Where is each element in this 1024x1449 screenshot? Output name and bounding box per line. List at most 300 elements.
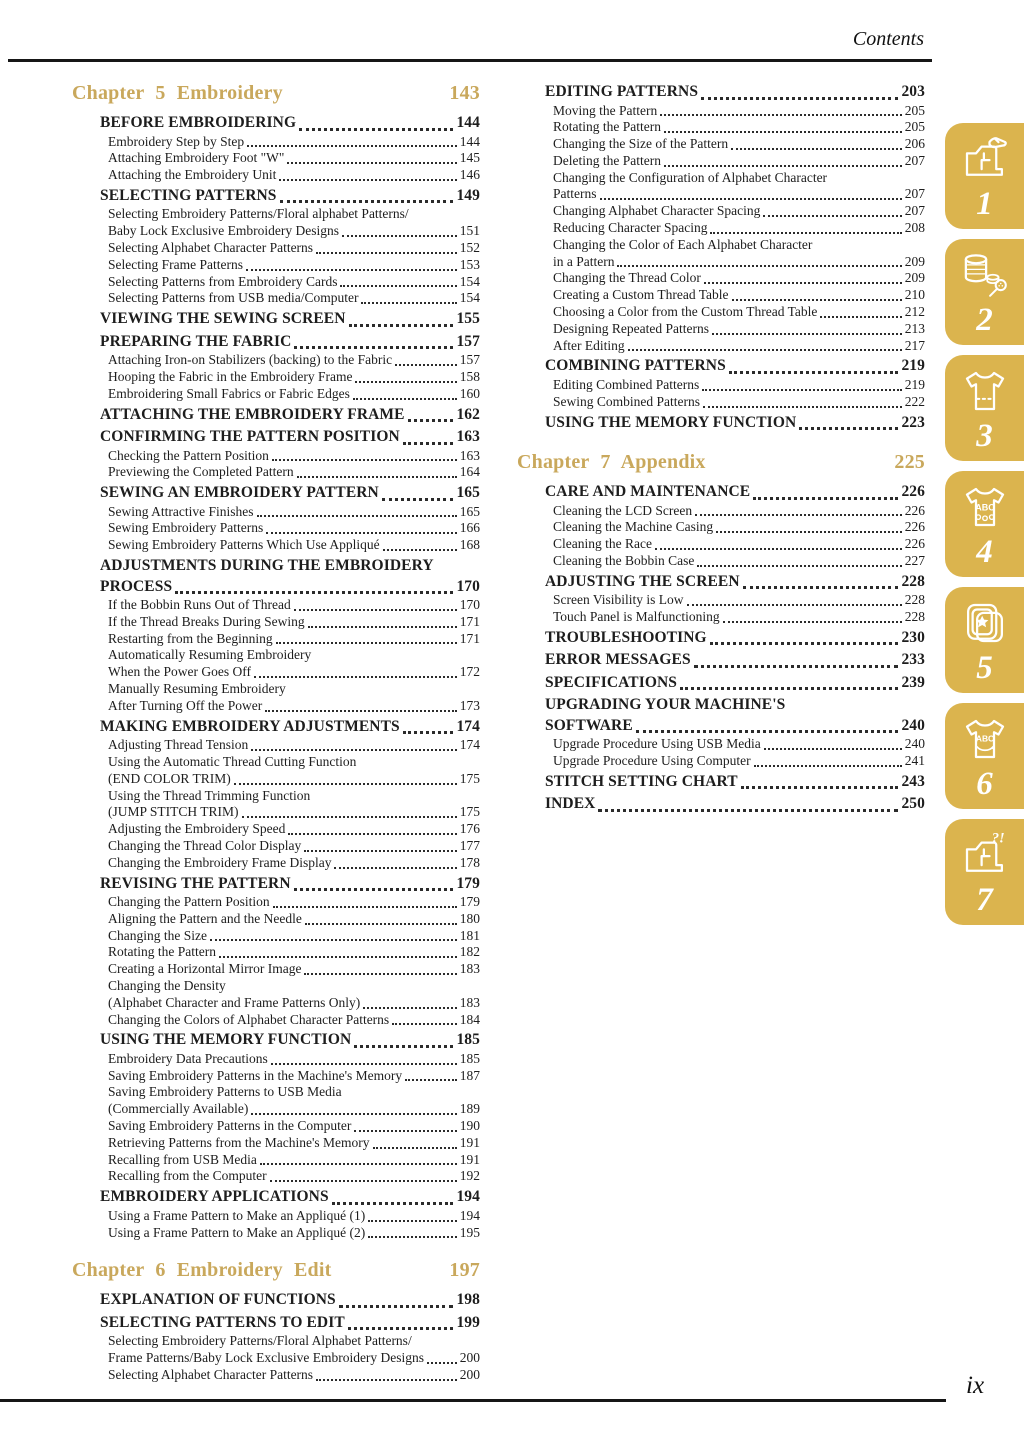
toc-entry-line — [553, 609, 925, 626]
dot-leader — [403, 442, 454, 445]
toc-sub-entry — [553, 394, 925, 411]
toc-entry-line — [553, 220, 925, 237]
toc-section-entry — [100, 427, 480, 448]
entry-label: Changing the Size of the Pattern — [553, 136, 729, 152]
entry-label: Saving Embroidery Patterns in the Machine's Memory — [108, 1067, 403, 1083]
toc-entry-line — [108, 464, 480, 481]
entry-label: ERROR MESSAGES — [545, 651, 691, 669]
entry-label: Reducing Character Spacing — [553, 220, 708, 236]
entry-label: Using the Automatic Thread Cutting Function — [108, 753, 357, 769]
toc-entry-line — [108, 821, 480, 838]
entry-label: STITCH SETTING CHART — [545, 772, 738, 790]
toc-entry-line — [553, 377, 925, 394]
toc-entry-line — [545, 482, 925, 503]
entry-label: (Commercially Available) — [108, 1101, 249, 1117]
entry-page: 228 — [904, 609, 925, 625]
entry-page: 179 — [456, 874, 480, 892]
dot-leader — [731, 148, 902, 150]
chapter-tab-1 — [945, 123, 1024, 229]
entry-page: 163 — [459, 447, 480, 463]
toc-entry-line — [108, 167, 480, 184]
dot-leader — [427, 1362, 457, 1364]
dot-leader — [251, 749, 456, 751]
entry-label: Aligning the Pattern and the Needle — [108, 910, 302, 926]
dot-leader — [729, 371, 899, 374]
entry-page: 180 — [459, 910, 480, 926]
entry-page: 195 — [459, 1224, 480, 1240]
chapter-page: 143 — [449, 82, 480, 104]
entry-page: 152 — [459, 239, 480, 255]
dot-leader — [265, 710, 457, 712]
toc-sub-entry — [108, 448, 480, 465]
entry-label: USING THE MEMORY FUNCTION — [545, 413, 797, 431]
entry-page: 189 — [459, 1101, 480, 1117]
toc-entry-line — [108, 961, 480, 978]
entry-label: (JUMP STITCH TRIM) — [108, 804, 239, 820]
entry-page: 151 — [459, 223, 480, 239]
entry-page: 170 — [459, 597, 480, 613]
toc-sub-entry — [108, 464, 480, 481]
tab-number: 1 — [976, 186, 993, 222]
toc-entry-line — [108, 978, 480, 995]
dot-leader — [242, 816, 457, 818]
entry-label: Sewing Embroidery Patterns — [108, 520, 264, 536]
entry-page: 166 — [459, 520, 480, 536]
toc-entry-line — [100, 483, 480, 504]
toc-sub-entry — [108, 1012, 480, 1029]
entry-label: COMBINING PATTERNS — [545, 357, 726, 375]
entry-label: Creating a Horizontal Mirror Image — [108, 961, 302, 977]
entry-label: SELECTING PATTERNS — [100, 186, 277, 204]
toc-entry-line — [108, 664, 480, 681]
toc-section-entry — [545, 772, 925, 793]
toc-sub-entry — [108, 647, 480, 681]
toc-section-entry — [545, 695, 925, 736]
entry-page: 199 — [456, 1313, 480, 1331]
dot-leader — [617, 265, 901, 267]
entry-page: 207 — [904, 152, 925, 168]
toc-section-entry — [545, 413, 925, 434]
toc-section-entry — [545, 482, 925, 503]
toc-sub-entry — [108, 631, 480, 648]
entry-page: 194 — [459, 1207, 480, 1223]
toc-entry-line — [553, 237, 925, 254]
tab-number: 6 — [976, 766, 993, 802]
toc-column-left — [72, 80, 480, 1384]
dot-leader — [271, 1063, 457, 1065]
toc-chapter-heading — [72, 80, 480, 106]
entry-label: Cleaning the Race — [553, 536, 652, 552]
entry-page: 145 — [459, 150, 480, 166]
toc-section-entry — [100, 556, 480, 597]
toc-entry-line — [108, 386, 480, 403]
entry-label: Checking the Pattern Position — [108, 447, 269, 463]
toc-entry-line — [545, 628, 925, 649]
dot-leader — [368, 1220, 457, 1222]
toc-entry-line — [100, 1187, 480, 1208]
entry-page: 181 — [459, 927, 480, 943]
entry-page: 182 — [459, 944, 480, 960]
toc-entry-line — [108, 257, 480, 274]
entry-page: 153 — [459, 256, 480, 272]
entry-label: Recalling from the Computer — [108, 1168, 267, 1184]
entry-page: 162 — [456, 405, 480, 423]
dot-leader — [741, 786, 899, 789]
dot-leader — [339, 1305, 454, 1308]
entry-page: 243 — [901, 772, 925, 790]
dot-leader — [710, 232, 901, 234]
toc-entry-line — [553, 170, 925, 187]
entry-label: Using a Frame Pattern to Make an Appliqué (1) — [108, 1207, 366, 1223]
toc-entry-line — [100, 332, 480, 353]
toc-sub-entry — [108, 788, 480, 822]
entry-page: 219 — [901, 357, 925, 375]
entry-label: PROCESS — [100, 577, 173, 595]
toc-entry-line — [108, 448, 480, 465]
toc-section-entry — [100, 309, 480, 330]
entry-page: 207 — [904, 203, 925, 219]
entry-label: Baby Lock Exclusive Embroidery Designs — [108, 223, 339, 239]
machine-troubleshooting-icon — [957, 827, 1013, 883]
dot-leader — [732, 299, 902, 301]
toc-entry-line — [100, 427, 480, 448]
toc-entry-line — [545, 650, 925, 671]
entry-page: 154 — [459, 273, 480, 289]
entry-label: Upgrade Procedure Using USB Media — [553, 736, 761, 752]
toc-entry-line — [108, 647, 480, 664]
entry-label: Automatically Resuming Embroidery — [108, 647, 312, 663]
dot-leader — [687, 604, 902, 606]
toc-entry-line — [108, 1118, 480, 1135]
dot-leader — [353, 398, 457, 400]
entry-page: 250 — [901, 795, 925, 813]
toc-sub-entry — [108, 894, 480, 911]
entry-page: 200 — [459, 1350, 480, 1366]
toc-sub-entry — [553, 270, 925, 287]
toc-sub-entry — [553, 519, 925, 536]
entry-label: Creating a Custom Thread Table — [553, 287, 729, 303]
entry-label: Patterns — [553, 186, 597, 202]
entry-page: 178 — [459, 854, 480, 870]
dot-leader — [354, 1045, 453, 1048]
entry-page: 177 — [459, 837, 480, 853]
toc-sub-entry — [108, 944, 480, 961]
toc-entry-line — [108, 1225, 480, 1242]
entry-page: 222 — [904, 393, 925, 409]
entry-label: PREPARING THE FABRIC — [100, 332, 292, 350]
dot-leader — [704, 282, 902, 284]
dot-leader — [660, 114, 902, 116]
page-number: ix — [966, 1372, 985, 1399]
toc-sub-entry — [553, 338, 925, 355]
toc-entry-line — [553, 304, 925, 321]
toc-entry-line — [108, 352, 480, 369]
toc-section-entry — [100, 405, 480, 426]
entry-page: 158 — [459, 368, 480, 384]
dot-leader — [299, 128, 453, 131]
dot-leader — [403, 731, 454, 734]
toc-sub-entry — [108, 274, 480, 291]
toc-entry-line — [108, 911, 480, 928]
entry-page: 144 — [459, 133, 480, 149]
entry-label: Manually Resuming Embroidery — [108, 681, 286, 697]
chapter-tab-7 — [945, 819, 1024, 925]
entry-label: Selecting Alphabet Character Patterns — [108, 239, 314, 255]
dot-leader — [723, 621, 902, 623]
entry-label: Touch Panel is Malfunctioning — [553, 609, 720, 625]
toc-entry-line — [553, 503, 925, 520]
dot-leader — [308, 626, 457, 628]
toc-entry-line — [108, 1068, 480, 1085]
entry-label: TROUBLESHOOTING — [545, 628, 707, 646]
entry-page: 184 — [459, 1011, 480, 1027]
toc-sub-entry — [553, 153, 925, 170]
toc-entry-line — [553, 536, 925, 553]
dot-leader — [636, 730, 899, 733]
toc-sub-entry — [553, 536, 925, 553]
sewing-machine-setup-icon — [957, 131, 1013, 187]
entry-page: 209 — [904, 270, 925, 286]
entry-label: Changing Alphabet Character Spacing — [553, 203, 761, 219]
entry-label: Restarting from the Beginning — [108, 630, 273, 646]
entry-label: VIEWING THE SEWING SCREEN — [100, 310, 346, 328]
header-rule — [8, 59, 932, 62]
chapter-tab-4 — [945, 471, 1024, 577]
chapter-label: Chapter 7 Appendix — [517, 451, 706, 474]
entry-page: 219 — [904, 376, 925, 392]
dot-leader — [316, 1379, 457, 1381]
dot-leader — [219, 956, 457, 958]
toc-sub-entry — [108, 1333, 480, 1367]
entry-label: Changing the Thread Color Display — [108, 837, 302, 853]
toc-sub-entry — [108, 597, 480, 614]
entry-label: Changing the Density — [108, 977, 226, 993]
dot-leader — [355, 381, 456, 383]
toc-entry-line — [108, 274, 480, 291]
dot-leader — [247, 145, 457, 147]
dot-leader — [280, 200, 454, 203]
entry-page: 241 — [904, 753, 925, 769]
entry-page: 174 — [459, 737, 480, 753]
chapter-tab-6 — [945, 703, 1024, 809]
entry-label: Sewing Embroidery Patterns Which Use Appliqué — [108, 537, 380, 553]
dot-leader — [753, 497, 898, 500]
dot-leader — [655, 548, 902, 550]
toc-entry-line — [108, 1012, 480, 1029]
footer-rule — [0, 1399, 946, 1402]
toc-entry-line — [108, 838, 480, 855]
toc-sub-entry — [108, 134, 480, 151]
entry-label: Sewing Attractive Finishes — [108, 503, 254, 519]
toc-entry-line — [108, 681, 480, 698]
dot-leader — [279, 179, 456, 181]
entry-label: Changing the Pattern Position — [108, 894, 270, 909]
toc-section-entry — [545, 628, 925, 649]
entry-page: 176 — [459, 821, 480, 837]
toc-sub-entry — [108, 150, 480, 167]
entry-page: 233 — [901, 651, 925, 669]
entry-page: 165 — [459, 503, 480, 519]
dot-leader — [712, 333, 902, 335]
entry-page: 183 — [459, 994, 480, 1010]
tab-number: 4 — [976, 534, 993, 570]
dot-leader — [694, 665, 899, 668]
entry-label: Recalling from USB Media — [108, 1151, 257, 1167]
entry-page: 239 — [901, 673, 925, 691]
entry-page: 183 — [459, 961, 480, 977]
entry-label: EDITING PATTERNS — [545, 83, 699, 100]
toc-section-entry — [100, 874, 480, 895]
entry-page: 155 — [456, 310, 480, 328]
entry-page: 230 — [901, 628, 925, 646]
embroidery-frame-icon — [957, 595, 1013, 651]
toc-entry-line — [108, 150, 480, 167]
chapter-label: Chapter 6 Embroidery Edit — [72, 1259, 332, 1282]
entry-label: Using a Frame Pattern to Make an Appliqué (2) — [108, 1224, 366, 1240]
entry-page: 194 — [456, 1188, 480, 1206]
toc-entry-line — [108, 1168, 480, 1185]
dot-leader — [294, 346, 453, 349]
entry-label: (Alphabet Character and Frame Patterns Only) — [108, 994, 361, 1010]
entry-label: Using the Thread Trimming Function — [108, 787, 311, 803]
entry-label: MAKING EMBROIDERY ADJUSTMENTS — [100, 717, 400, 735]
entry-page: 164 — [459, 464, 480, 480]
dot-leader — [754, 765, 902, 767]
toc-entry-line — [108, 537, 480, 554]
toc-sub-entry — [553, 321, 925, 338]
entry-label: EMBROIDERY APPLICATIONS — [100, 1188, 329, 1206]
toc-sub-entry — [108, 614, 480, 631]
entry-page: 170 — [456, 577, 480, 595]
toc-entry-line — [108, 1084, 480, 1101]
dot-leader — [628, 349, 902, 351]
entry-label: Screen Visibility is Low — [553, 592, 684, 608]
dot-leader — [664, 131, 902, 133]
toc-section-entry — [545, 356, 925, 377]
toc-entry-line — [545, 716, 925, 737]
toc-entry-line — [553, 592, 925, 609]
toc-entry-line — [108, 771, 480, 788]
dot-leader — [600, 198, 902, 200]
entry-label: Embroidery Data Precautions — [108, 1050, 268, 1066]
toc-sub-entry — [108, 1051, 480, 1068]
entry-page: 185 — [459, 1050, 480, 1066]
entry-label: USING THE MEMORY FUNCTION — [100, 1031, 352, 1049]
entry-label: Upgrade Procedure Using Computer — [553, 753, 751, 769]
toc-sub-entry — [108, 386, 480, 403]
entry-label: Sewing Combined Patterns — [553, 393, 700, 409]
entry-label: Adjusting the Embroidery Speed — [108, 821, 286, 837]
toc-entry-line — [545, 772, 925, 793]
toc-entry-line — [108, 1101, 480, 1118]
chapter-tab-3 — [945, 355, 1024, 461]
tshirt-abc-flowers-icon — [957, 479, 1013, 535]
toc-sub-entry — [108, 1068, 480, 1085]
entry-label: Adjusting Thread Tension — [108, 737, 249, 753]
entry-page: 240 — [904, 736, 925, 752]
toc-sub-entry — [553, 203, 925, 220]
toc-section-entry — [100, 1187, 480, 1208]
toc-sub-entry — [553, 609, 925, 626]
toc-entry-line — [553, 254, 925, 271]
toc-entry-line — [108, 223, 480, 240]
page-header-title: Contents — [852, 28, 924, 50]
toc-entry-line — [108, 520, 480, 537]
toc-entry-line — [100, 113, 480, 134]
toc-entry-line — [545, 695, 925, 716]
toc-sub-entry — [108, 737, 480, 754]
entry-label: BEFORE EMBROIDERING — [100, 114, 297, 131]
toc-sub-entry — [108, 821, 480, 838]
entry-page: 213 — [904, 320, 925, 336]
toc-sub-entry — [108, 167, 480, 184]
entry-page: 217 — [904, 337, 925, 353]
dot-leader — [382, 498, 454, 501]
dot-leader — [266, 532, 457, 534]
toc-section-entry — [545, 82, 925, 103]
entry-page: 149 — [456, 186, 480, 204]
toc-chapter-heading — [517, 449, 925, 475]
toc-entry-line — [108, 1152, 480, 1169]
thread-accessories-icon — [957, 247, 1013, 303]
entry-label: Saving Embroidery Patterns in the Computer — [108, 1118, 352, 1134]
toc-sub-entry — [108, 1168, 480, 1185]
dot-leader — [405, 1079, 457, 1081]
entry-label: Changing the Thread Color — [553, 270, 701, 286]
toc-sub-entry — [108, 1084, 480, 1118]
dot-leader — [234, 783, 457, 785]
toc-section-entry — [100, 332, 480, 353]
entry-label: Designing Repeated Patterns — [553, 320, 709, 336]
entry-label: Retrieving Patterns from the Machine's Memory — [108, 1134, 370, 1150]
toc-sub-entry — [553, 136, 925, 153]
chapter-label: Chapter 5 Embroidery — [72, 82, 283, 104]
toc-sub-entry — [108, 855, 480, 872]
toc-section-entry — [100, 483, 480, 504]
dot-leader — [175, 591, 453, 594]
chapter-tab-5 — [945, 587, 1024, 693]
toc-section-entry — [545, 673, 925, 694]
entry-label: Moving the Pattern — [553, 102, 658, 118]
toc-sub-entry — [108, 978, 480, 1012]
toc-sub-entry — [553, 119, 925, 136]
toc-entry-line — [545, 413, 925, 434]
entry-label: Rotating the Pattern — [108, 944, 216, 960]
dot-leader — [210, 939, 457, 941]
toc-section-entry — [100, 717, 480, 738]
toc-entry-line — [100, 1030, 480, 1051]
entry-page: 157 — [456, 332, 480, 350]
entry-page: 171 — [459, 613, 480, 629]
toc-sub-entry — [553, 220, 925, 237]
toc-entry-line — [108, 614, 480, 631]
dot-leader — [349, 324, 454, 327]
toc-entry-line — [108, 1367, 480, 1384]
toc-sub-entry — [108, 290, 480, 307]
dot-leader — [273, 906, 457, 908]
toc-entry-line — [108, 737, 480, 754]
entry-label: SPECIFICATIONS — [545, 673, 678, 691]
tshirt-embroidery-edit-icon — [957, 711, 1013, 767]
entry-label: Embroidery Step by Step — [108, 133, 245, 149]
entry-page: 160 — [459, 385, 480, 401]
toc-sub-entry — [553, 736, 925, 753]
toc-entry-line — [545, 794, 925, 815]
entry-label: SOFTWARE — [545, 716, 633, 734]
toc-entry-line — [108, 804, 480, 821]
toc-entry-line — [108, 1333, 480, 1350]
dot-leader — [697, 565, 901, 567]
